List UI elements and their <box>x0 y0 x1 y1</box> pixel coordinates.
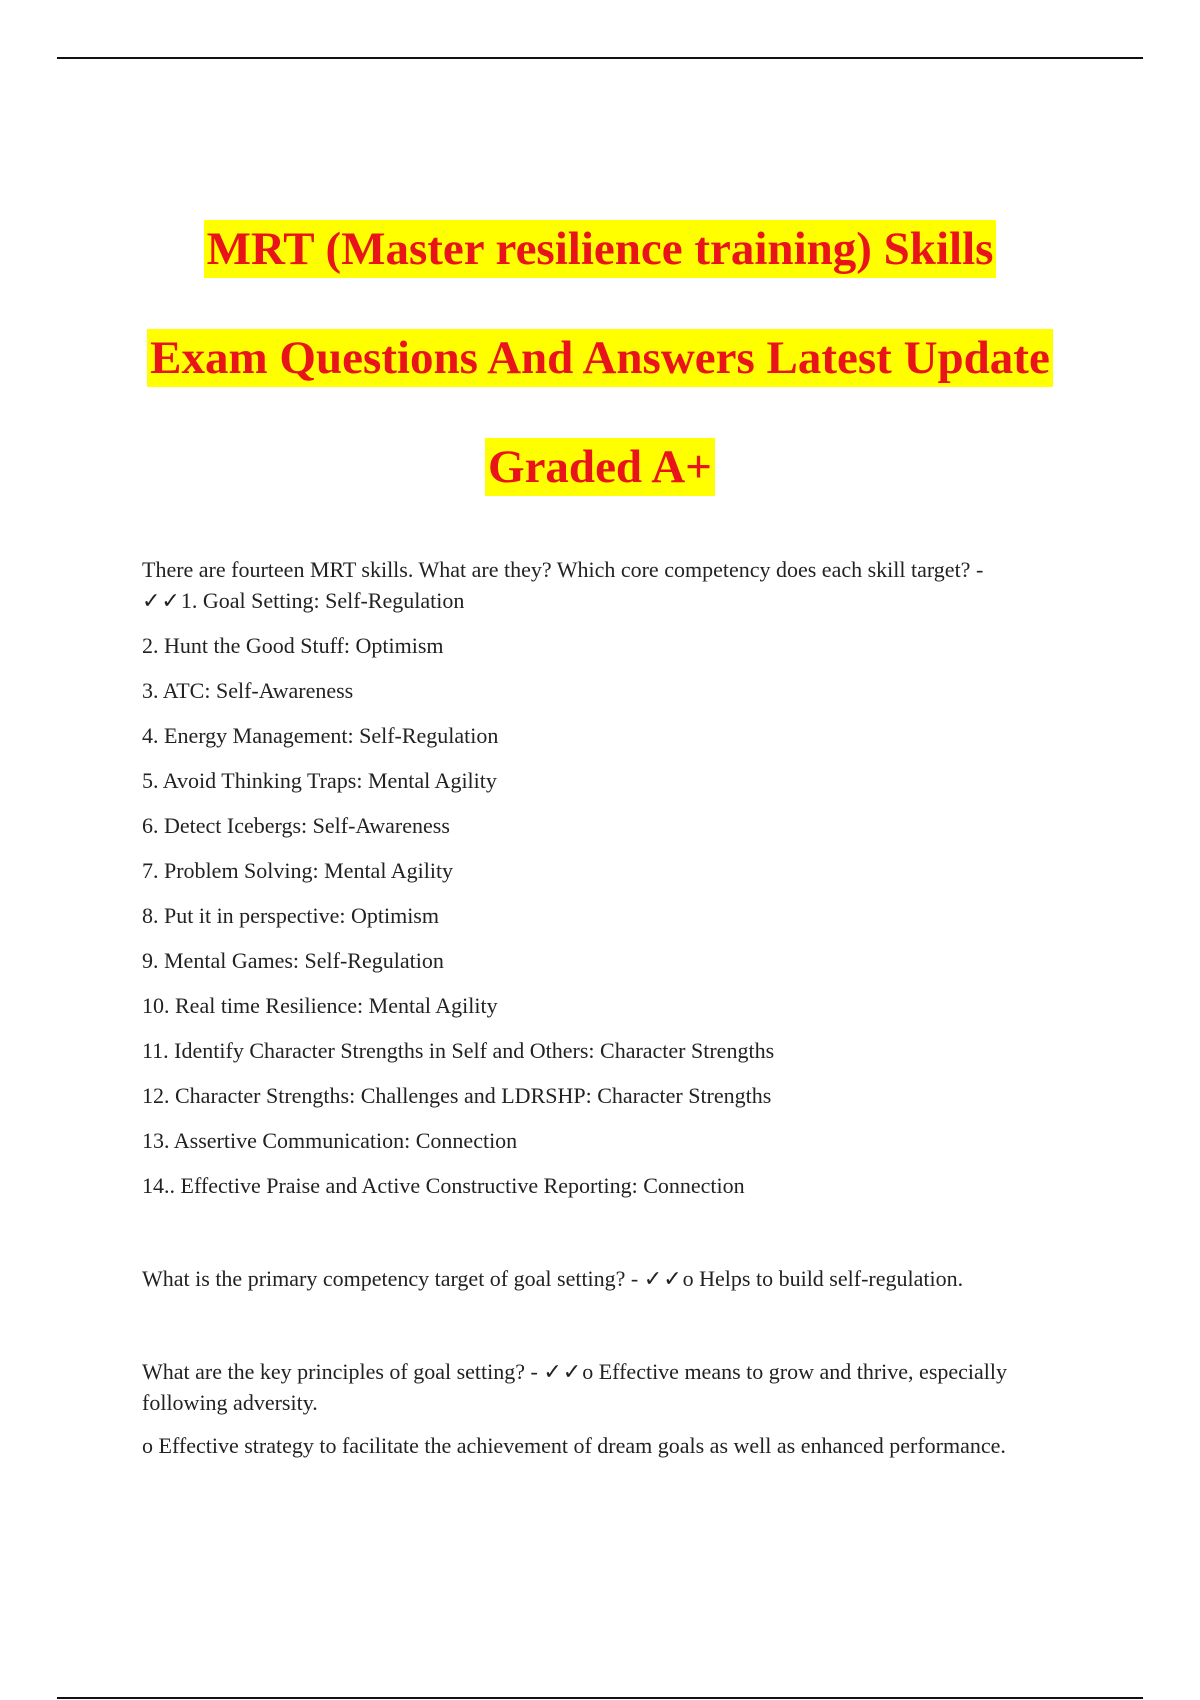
title-line-3 <box>0 423 1200 532</box>
list-item: 3. ATC: Self-Awareness <box>142 678 354 703</box>
bottom-rule <box>57 1697 1143 1699</box>
checkmark-icon: ✓✓ <box>643 1266 683 1291</box>
list-item: 8. Put it in perspective: Optimism <box>142 903 439 928</box>
list-item: 6. Detect Icebergs: Self-Awareness <box>142 813 450 838</box>
document-title <box>0 205 1200 532</box>
list-item: 9. Mental Games: Self-Regulation <box>142 948 444 973</box>
title-line-1 <box>0 205 1200 314</box>
list-item: 10. Real time Resilience: Mental Agility <box>142 993 498 1018</box>
question-fourteen-skills <box>142 554 1082 616</box>
title-line-2 <box>0 314 1200 423</box>
question-text: What is the primary competency target of goal setting? - <box>142 1266 644 1291</box>
answer-text: o Effective means to grow and thrive, especially following adversity. <box>142 1359 1008 1415</box>
question-goal-setting-principles <box>142 1356 1082 1418</box>
list-item: 4. Energy Management: Self-Regulation <box>142 723 499 748</box>
list-item: 5. Avoid Thinking Traps: Mental Agility <box>142 768 497 793</box>
answer-text: 1. Goal Setting: Self-Regulation <box>180 588 465 613</box>
list-item: 2. Hunt the Good Stuff: Optimism <box>142 633 444 658</box>
top-rule <box>57 57 1143 59</box>
document-body <box>142 554 1082 1461</box>
title-line-3-text: Graded A+ <box>485 438 715 496</box>
spacer <box>142 1201 1082 1263</box>
list-item: 7. Problem Solving: Mental Agility <box>142 858 454 883</box>
title-line-2-text: Exam Questions And Answers Latest Update <box>147 329 1053 387</box>
checkmark-icon: ✓✓ <box>142 588 181 613</box>
question-text: There are fourteen MRT skills. What are they? Which core competency does each skill target? - <box>142 557 984 582</box>
checkmark-icon: ✓✓ <box>543 1359 583 1384</box>
list-item: 14.. Effective Praise and Active Constructive Reporting: Connection <box>142 1173 745 1198</box>
spacer <box>142 1294 1082 1356</box>
question-goal-setting-target <box>142 1263 1082 1294</box>
skills-list <box>142 616 1082 1201</box>
list-item: 12. Character Strengths: Challenges and LDRSHP: Character Strengths <box>142 1083 772 1108</box>
title-line-1-text: MRT (Master resilience training) Skills <box>204 220 997 278</box>
list-item: 11. Identify Character Strengths in Self and Others: Character Strengths <box>142 1038 775 1063</box>
answer-continuation: o Effective strategy to facilitate the achievement of dream goals as well as enhanced performance. <box>142 1433 1006 1458</box>
question-text: What are the key principles of goal setting? - <box>142 1359 544 1384</box>
answer-text: o Helps to build self-regulation. <box>682 1266 964 1291</box>
list-item: 13. Assertive Communication: Connection <box>142 1128 518 1153</box>
